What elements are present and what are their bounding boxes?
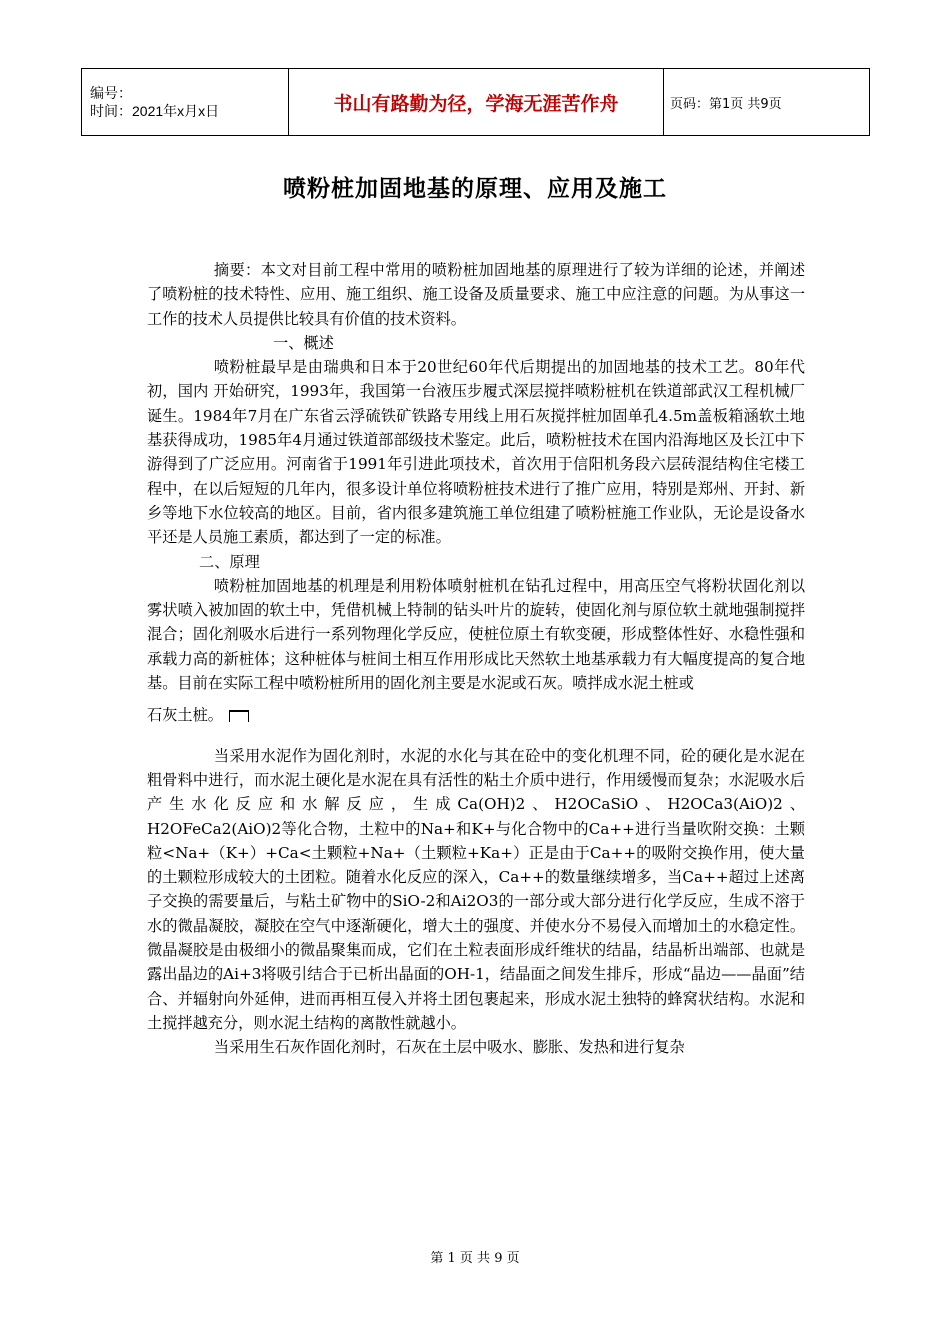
principle-paragraph-3: 当采用生石灰作固化剂时，石灰在土层中吸水、膨胀、发热和进行复杂 [213,1038,685,1057]
header-meta-cell [82,69,289,136]
number-label: 编号： [90,85,132,101]
principle-paragraph-1-tail [147,703,805,727]
principle-paragraph-1: 喷粉桩加固地基的机理是利用粉体喷射桩机在钻孔过程中，用高压空气将粉状固化剂以雾状喷入被加固的软土中，凭借机械上特制的钻头叶片的旋转，使固化剂与原位软土就地强制搅拌混合；固化剂吸水后进行一系列物理化学反应，使桩位原土有软变硬，形成整体性好、水稳性强和承载力高的新桩体；这种桩体与桩间土相互作用形成比天然软土地基承载力有大幅度提高的复合地基。目前在实际工程中喷粉桩所用的固化剂主要是水泥或石灰。喷拌成水泥土桩或 [147,576,805,693]
principle-paragraph-2: 当采用水泥作为固化剂时，水泥的水化与其在砼中的变化机理不同，砼的硬化是水泥在粗骨料中进行，而水泥土硬化是水泥在具有活性的粘土介质中进行，作用缓慢而复杂；水泥吸水后产生水化反应和水解反应，生成Ca(OH)2、H2OCaSiO、H2OCa3(AiO)2、H2OFeCa2(AiO)2等化合物，土粒中的Na+和K+与化合物中的Ca++进行当量吹附交换：土颗粒<Na+（K+）+Ca<土颗粒+Na+（土颗粒+Ka+）正是由于Ca++的吸附交换作用，使大量的土颗粒形成较大的土团粒。随着水化反应的深入，Ca++的数量继续增多，当Ca++超过上述离子交换的需要量后，与粘土矿物中的SiO-2和Ai2O3的一部分或大部分进行化学反应，生成不溶于水的微晶凝胶，凝胶在空气中逐渐硬化，增大土的强度、并使水分不易侵入而增加土的水稳定性。微晶凝胶是由极细小的微晶聚集而成，它们在土粒表面形成纤维状的结晶，结晶析出端部、也就是露出晶边的Ai+3将吸引结合于已析出晶面的OH-1，结晶面之间发生排斥，形成“晶边——晶面”结合、并辐射向外延伸，进而再相互侵入并将土团包裹起来，形成水泥土独特的蜂窝状结构。水泥和土搅拌越充分，则水泥土结构的离散性就越小。 [147,746,805,1032]
page-footer: 第 1 页 共 9 页 [430,1251,520,1266]
overview-paragraph: 喷粉桩最早是由瑞典和日本于20世纪60年代后期提出的加固地基的技术工艺。80年代初，国内 开始研究，1993年，我国第一台液压步履式深层搅拌喷粉桩机在铁道部武汉工程机械厂诞生。1984年7月在广东省云浮硫铁矿铁路专用线上用石灰搅拌桩加固单孔4.5m盖板箱涵软土地基获得成功，1985年4月通过铁道部部级技术鉴定。此后，喷粉桩技术在国内沿海地区及长江中下游得到了广泛应用。河南省于1991年引进此项技术，首次用于信阳机务段六层砖混结构住宅楼工程中，在以后短短的几年内，很多设计单位将喷粉桩技术进行了推广应用，特别是郑州、开封、新乡等地下水位较高的地区。目前，省内很多建筑施工单位组建了喷粉桩施工作业队，无论是设备水平还是人员施工素质，都达到了一定的标准。 [147,358,805,547]
section-heading-overview: 一、概述 [273,333,334,352]
abstract-paragraph: 摘要：本文对目前工程中常用的喷粉桩加固地基的原理进行了较为详细的论述，并阐述了喷粉桩的技术特性、应用、施工组织、施工设备及质量要求、施工中应注意的问题。为从事这一工作的技术人员提供比较具有价值的技术资料。 [147,261,805,328]
motto: 书山有路勤为径，学海无涯苦作舟 [289,69,664,136]
document-body [147,258,805,1060]
insertion-mark-icon [229,710,249,722]
page-info: 页码：第1页 共9页 [664,69,870,136]
section-heading-principle: 二、原理 [199,552,260,571]
document-title: 喷粉桩加固地基的原理、应用及施工 [283,176,667,202]
date-label: 时间：2021年x月x日 [90,103,220,119]
document-header [81,68,870,136]
principle-tail-text: 石灰土桩。 [147,706,223,725]
